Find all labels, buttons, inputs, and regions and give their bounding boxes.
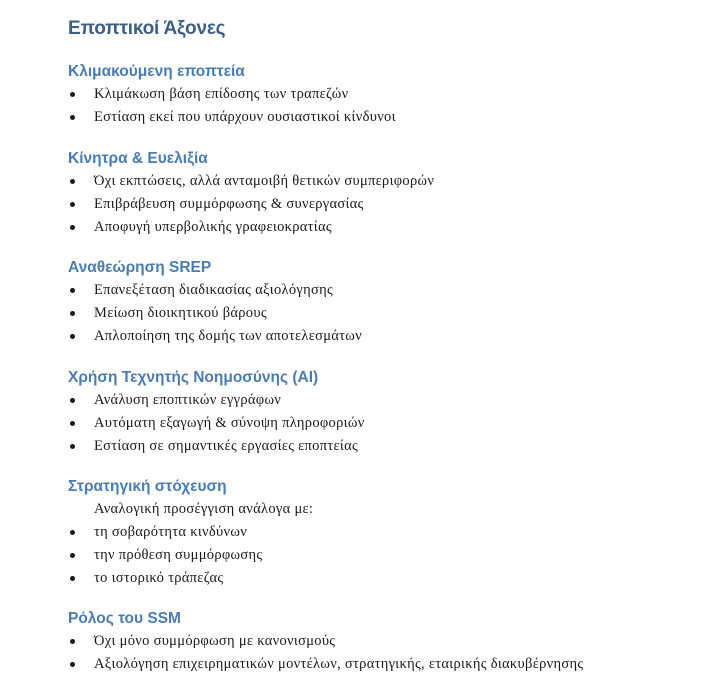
- section-heading: Ρόλος του SSM: [68, 610, 181, 627]
- section-ssm-role: [68, 608, 708, 676]
- list-item: [68, 83, 708, 106]
- list-item: [68, 216, 708, 239]
- section-strategic-targeting: [68, 476, 708, 590]
- list-item-text: Μείωση διοικητικού βάρους: [94, 305, 267, 321]
- list-item: [68, 389, 708, 412]
- bullet-icon: [70, 179, 75, 184]
- list-item: [68, 193, 708, 216]
- list-item-text: Επιβράβευση συμμόρφωσης & συνεργασίας: [94, 196, 364, 212]
- section-srep-review: [68, 257, 708, 348]
- list-item: [68, 521, 708, 544]
- list-item: [68, 567, 708, 590]
- list-item-text: Ανάλυση εποπτικών εγγράφων: [94, 392, 282, 408]
- bullet-icon: [70, 115, 75, 120]
- list-item: [68, 279, 708, 302]
- section-scaled-supervision: [68, 61, 708, 129]
- bullet-icon: [70, 311, 75, 316]
- list-item: [68, 106, 708, 129]
- list-item: [68, 412, 708, 435]
- bullet-icon: [70, 530, 75, 535]
- list-item: [68, 630, 708, 653]
- bullet-icon: [70, 444, 75, 449]
- list-item-text: την πρόθεση συμμόρφωσης: [94, 547, 263, 563]
- list-item-text: Αποφυγή υπερβολικής γραφειοκρατίας: [94, 219, 332, 235]
- bullet-icon: [70, 639, 75, 644]
- bullet-icon: [70, 288, 75, 293]
- section-heading: Στρατηγική στόχευση: [68, 478, 227, 495]
- list-item: [68, 653, 708, 676]
- list-item: [68, 170, 708, 193]
- section-heading: Κίνητρα & Ευελιξία: [68, 150, 208, 167]
- list-item: [68, 302, 708, 325]
- bullet-icon: [70, 421, 75, 426]
- section-ai-usage: [68, 367, 708, 458]
- section-heading: Κλιμακούμενη εποπτεία: [68, 63, 245, 80]
- list-item: [68, 325, 708, 348]
- list-item-text: Κλιμάκωση βάση επίδοσης των τραπεζών: [94, 86, 349, 102]
- list-item-text: το ιστορικό τράπεζας: [94, 570, 224, 586]
- bullet-icon: [70, 92, 75, 97]
- list-item-text: Απλοποίηση της δομής των αποτελεσμάτων: [94, 328, 363, 344]
- bullet-icon: [70, 334, 75, 339]
- section-intro: Αναλογική προσέγγιση ανάλογα με:: [94, 501, 314, 517]
- bullet-icon: [70, 225, 75, 230]
- bullet-icon: [70, 553, 75, 558]
- section-incentives-flexibility: [68, 148, 708, 239]
- list-item-text: Επανεξέταση διαδικασίας αξιολόγησης: [94, 282, 334, 298]
- section-heading: Αναθεώρηση SREP: [68, 259, 212, 276]
- section-heading: Χρήση Τεχνητής Νοημοσύνης (AI): [68, 369, 319, 386]
- bullet-icon: [70, 576, 75, 581]
- list-item-text: Αυτόματη εξαγωγή & σύνοψη πληροφοριών: [94, 415, 365, 431]
- list-item-text: τη σοβαρότητα κινδύνων: [94, 524, 248, 540]
- list-item-text: Όχι μόνο συμμόρφωση με κανονισμούς: [94, 633, 336, 649]
- list-item-text: Εστίαση σε σημαντικές εργασίες εποπτείας: [94, 438, 359, 454]
- list-item: [68, 544, 708, 567]
- bullet-icon: [70, 398, 75, 403]
- bullet-icon: [70, 202, 75, 207]
- list-item-text: Εστίαση εκεί που υπάρχουν ουσιαστικοί κίνδυνοι: [94, 109, 396, 125]
- list-item-text: Όχι εκπτώσεις, αλλά ανταμοιβή θετικών συμπεριφορών: [94, 173, 435, 189]
- list-item: [68, 435, 708, 458]
- list-item-text: Αξιολόγηση επιχειρηματικών μοντέλων, στρατηγικής, εταιρικής διακυβέρνησης: [94, 656, 584, 672]
- document-title: Εποπτικοί Άξονες: [68, 18, 226, 39]
- bullet-icon: [70, 662, 75, 667]
